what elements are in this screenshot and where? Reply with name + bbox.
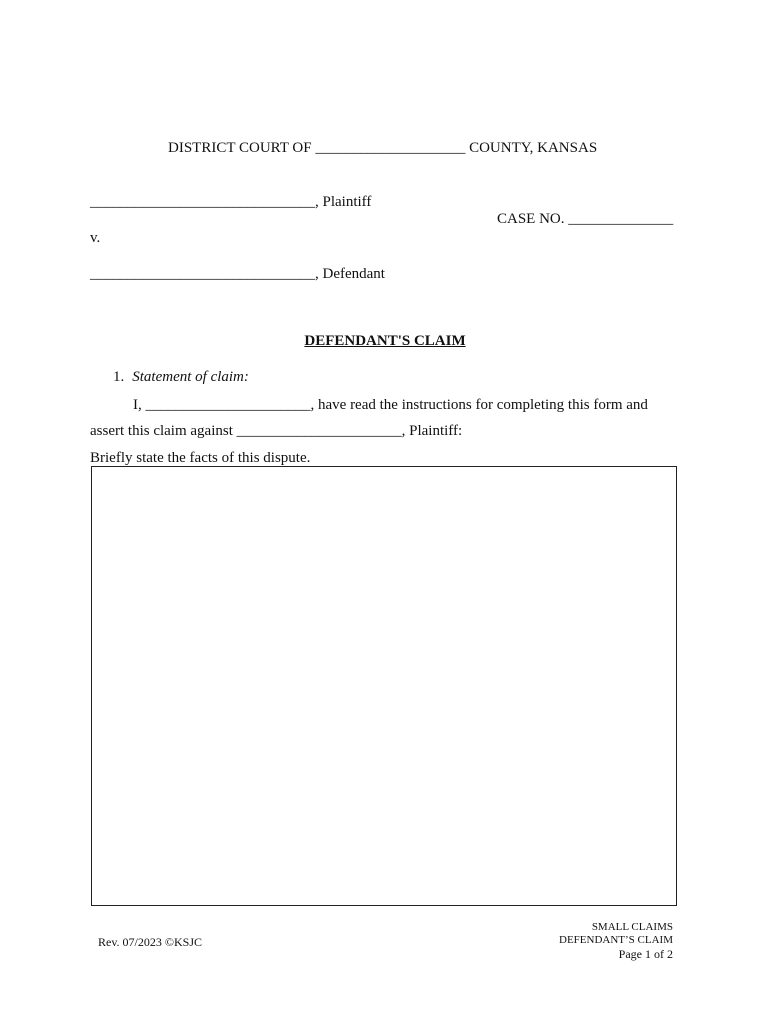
county-blank[interactable]: ____________________ bbox=[315, 140, 466, 156]
statement-line-2-prefix: assert this claim against bbox=[90, 423, 233, 439]
statement-line-1-prefix: I, bbox=[133, 397, 142, 413]
form-name-line-1: SMALL CLAIMS bbox=[591, 921, 673, 933]
defendant-name-blank[interactable]: ______________________ bbox=[145, 397, 311, 413]
court-header bbox=[168, 140, 597, 157]
plaintiff-label: , Plaintiff bbox=[315, 194, 372, 210]
plaintiff-name-blank[interactable]: ______________________ bbox=[236, 423, 402, 439]
plaintiff-line bbox=[90, 194, 371, 211]
statement-line-1 bbox=[133, 397, 648, 414]
case-number-blank[interactable]: ______________ bbox=[568, 211, 674, 227]
facts-textbox[interactable] bbox=[91, 466, 677, 906]
statement-line-2-suffix: , Plaintiff: bbox=[401, 423, 463, 439]
section-1-heading bbox=[113, 369, 249, 386]
court-suffix: COUNTY, KANSAS bbox=[469, 140, 598, 156]
form-name-line-2: DEFENDANT’S CLAIM bbox=[559, 934, 673, 946]
court-prefix: DISTRICT COURT OF bbox=[168, 140, 312, 156]
case-number-label: CASE NO. bbox=[497, 211, 565, 227]
defendant-line bbox=[90, 266, 385, 283]
revision-label: Rev. 07/2023 ©KSJC bbox=[98, 935, 203, 949]
case-number bbox=[497, 211, 673, 228]
statement-line-1-suffix: , have read the instructions for completing this form and bbox=[310, 397, 648, 413]
facts-instruction: Briefly state the facts of this dispute. bbox=[90, 450, 311, 466]
section-number: 1. bbox=[113, 369, 125, 385]
versus-label: v. bbox=[90, 230, 101, 246]
section-label: Statement of claim: bbox=[132, 369, 249, 385]
defendant-blank[interactable]: ______________________________ bbox=[90, 266, 315, 282]
plaintiff-blank[interactable]: ______________________________ bbox=[90, 194, 315, 210]
statement-line-2 bbox=[90, 423, 462, 440]
defendant-label: , Defendant bbox=[315, 266, 385, 282]
page-number: Page 1 of 2 bbox=[618, 947, 673, 961]
document-title: DEFENDANT'S CLAIM bbox=[304, 333, 466, 349]
